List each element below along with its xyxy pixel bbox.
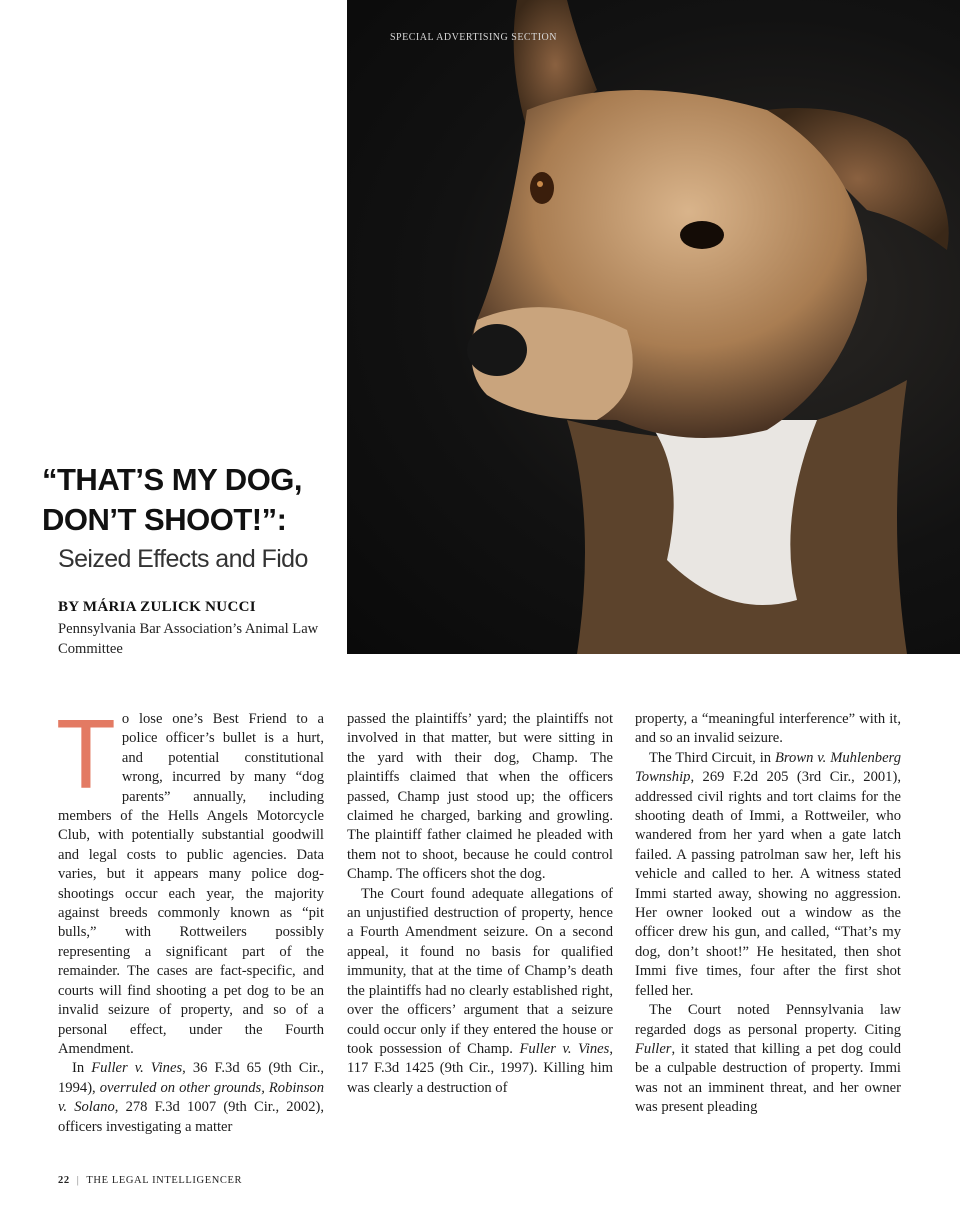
drop-cap: T (56, 699, 116, 809)
paragraph-text: , 36 F.3d 65 (9th Cir., 1994), (58, 1060, 324, 1096)
paragraph-text: passed the plaintiffs’ yard; the plaintiffs not involved in that matter, but were sitting in the yard with their dog, Champ. The plaintiffs claimed that when the officers passed, Champ just stood up; the officers claimed he charged, barking and growling. The plaintiff father claimed he pleaded with them not to shoot, because he could control Champ. The officers shot the dog. (347, 711, 613, 883)
paragraph (347, 885, 613, 1098)
paragraph-text: , 117 F.3d 1425 (9th Cir., 1997). Killing him was clearly a destruction of (347, 1040, 613, 1096)
case-citation: overruled on other grounds, Robinson v. Solano (58, 1079, 324, 1116)
paragraph-text: The Court noted Pennsylvania law regarded dogs as personal property. Citing (635, 1002, 901, 1038)
paragraph-text: , 269 F.2d 205 (3rd Cir., 2001), addressed civil rights and tort claims for the shooting death of Immi, a Rottweiler, who wandered from her yard when a gate latch failed. A passing patrolman saw her, left his vehicle and called to her. A witness stated Immi started away, showing no aggression. Her owner looked out a window as the officer drew his gun, and called, “That’s my dog, don’t shoot!” He hesitated, then shot Immi five times, four after the first shot felled her. (635, 769, 901, 999)
case-citation: Fuller v. Vines (91, 1060, 183, 1077)
paragraph-text: o lose one’s Best Friend to a police officer’s bullet is a hurt, and potential constitutional wrong, incurred by many “dog parents” annually, including members of the Hells Angels Motorcycle Club, with potentially substantial goodwill and legal costs to public agencies. Data varies, but it appears many police dog-shootings occur each year, the majority against breeds commonly known as “pit bulls,” with Rottweilers possibly representing a significant part of the remainder. The cases are fact-specific, and courts will find shooting a pet dog to be an invalid seizure of property, and so of a personal effect, under the Fourth Amendment. (58, 711, 324, 1057)
publication-name: THE LEGAL INTELLIGENCER (86, 1175, 243, 1186)
paragraph (635, 749, 901, 1001)
paragraph-text: , it stated that killing a pet dog could be a culpable destruction of property. Immi was not an imminent threat, and her owner was present pleading (635, 1040, 901, 1116)
author-byline: BY MÁRIA ZULICK NUCCI (58, 599, 256, 615)
article-title: “THAT’S MY DOG, DON’T SHOOT!”: (42, 462, 303, 537)
page-number: 22 (58, 1175, 70, 1186)
dog-photo (347, 0, 960, 654)
section-label: SPECIAL ADVERTISING SECTION (390, 32, 557, 43)
paragraph-text: The Third Circuit, in (649, 749, 775, 766)
paragraph-text: The Court found adequate allegations of an unjustified destruction of property, hence a Fourth Amendment seizure. On a second appeal, it found no basis for qualified immunity, that at the time of Champ’s death the plaintiffs had no clearly established right, over the officers’ argument that a seizure could occur only if they entered the house or took possession of Champ. (347, 885, 613, 1057)
paragraph (58, 1059, 324, 1137)
dog-illustration (347, 0, 960, 654)
article-column-3 (635, 710, 901, 1118)
case-citation: Fuller v. Vines (519, 1040, 610, 1057)
article-column-2 (347, 710, 613, 1098)
article-subtitle: Seized Effects and Fido (58, 545, 308, 573)
paragraph (347, 710, 613, 885)
paragraph (635, 1001, 901, 1117)
case-citation: Fuller (635, 1040, 672, 1057)
paragraph-text: , 278 F.3d 1007 (9th Cir., 2002), officers investigating a matter (58, 1099, 324, 1135)
footer-separator: | (76, 1175, 80, 1186)
page-footer (58, 1175, 242, 1186)
paragraph (56, 699, 324, 1059)
article-column-1 (56, 699, 324, 1137)
paragraph (635, 710, 901, 749)
paragraph-text: property, a “meaningful interference” with it, and so an invalid seizure. (635, 711, 901, 747)
paragraph-text: In (72, 1060, 92, 1077)
author-affiliation: Pennsylvania Bar Association’s Animal Law Committee (58, 621, 319, 657)
case-citation: Brown v. Muhlenberg Township (635, 749, 901, 786)
